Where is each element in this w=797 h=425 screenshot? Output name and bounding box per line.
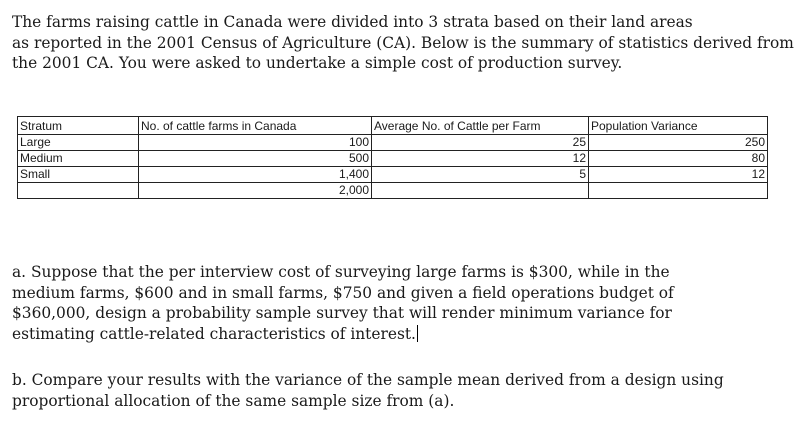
question-b-line: b. Compare your results with the variance of the sample mean derived from a design using	[12, 371, 724, 389]
table-header-row	[18, 117, 768, 135]
stratum-cell: Large	[18, 135, 139, 151]
question-a-line: medium farms, $600 and in small farms, $750 and given a field operations budget of	[12, 283, 674, 302]
question-b-line: proportional allocation of the same sample size from (a).	[12, 391, 455, 410]
empty-cell	[589, 183, 768, 199]
average-cattle-cell: 12	[372, 151, 589, 167]
stratum-cell: Medium	[18, 151, 139, 167]
header-stratum: Stratum	[18, 117, 139, 135]
farm-count-cell: 1,400	[139, 167, 372, 183]
question-a-last-line	[12, 324, 674, 345]
text-cursor	[417, 325, 418, 342]
question-a	[12, 262, 674, 344]
header-average-cattle: Average No. of Cattle per Farm	[372, 117, 589, 135]
empty-cell	[18, 183, 139, 199]
table-row	[18, 167, 768, 183]
question-a-line: $360,000, design a probability sample survey that will render minimum variance for	[12, 304, 672, 322]
header-population-variance: Population Variance	[589, 117, 768, 135]
farm-count-cell: 100	[139, 135, 372, 151]
intro-paragraph	[12, 12, 792, 74]
table-row	[18, 135, 768, 151]
population-variance-cell: 80	[589, 151, 768, 167]
table-total-row	[18, 183, 768, 199]
header-farm-count: No. of cattle farms in Canada	[139, 117, 372, 135]
population-variance-cell: 12	[589, 167, 768, 183]
intro-line: the 2001 CA. You were asked to undertake a simple cost of production survey.	[12, 54, 623, 72]
question-a-line: estimating cattle-related characteristics of interest.	[12, 324, 416, 343]
total-farms-cell: 2,000	[139, 183, 372, 199]
stratum-cell: Small	[18, 167, 139, 183]
average-cattle-cell: 5	[372, 167, 589, 183]
question-a-line: a. Suppose that the per interview cost of surveying large farms is $300, while in the	[12, 263, 670, 281]
empty-cell	[372, 183, 589, 199]
average-cattle-cell: 25	[372, 135, 589, 151]
question-b	[12, 370, 724, 411]
intro-line: The farms raising cattle in Canada were divided into 3 strata based on their land areas	[12, 13, 693, 31]
farm-count-cell: 500	[139, 151, 372, 167]
table-row	[18, 151, 768, 167]
summary-statistics-table	[17, 116, 768, 199]
population-variance-cell: 250	[589, 135, 768, 151]
intro-line: as reported in the 2001 Census of Agriculture (CA). Below is the summary of statistics derived from	[12, 33, 794, 52]
